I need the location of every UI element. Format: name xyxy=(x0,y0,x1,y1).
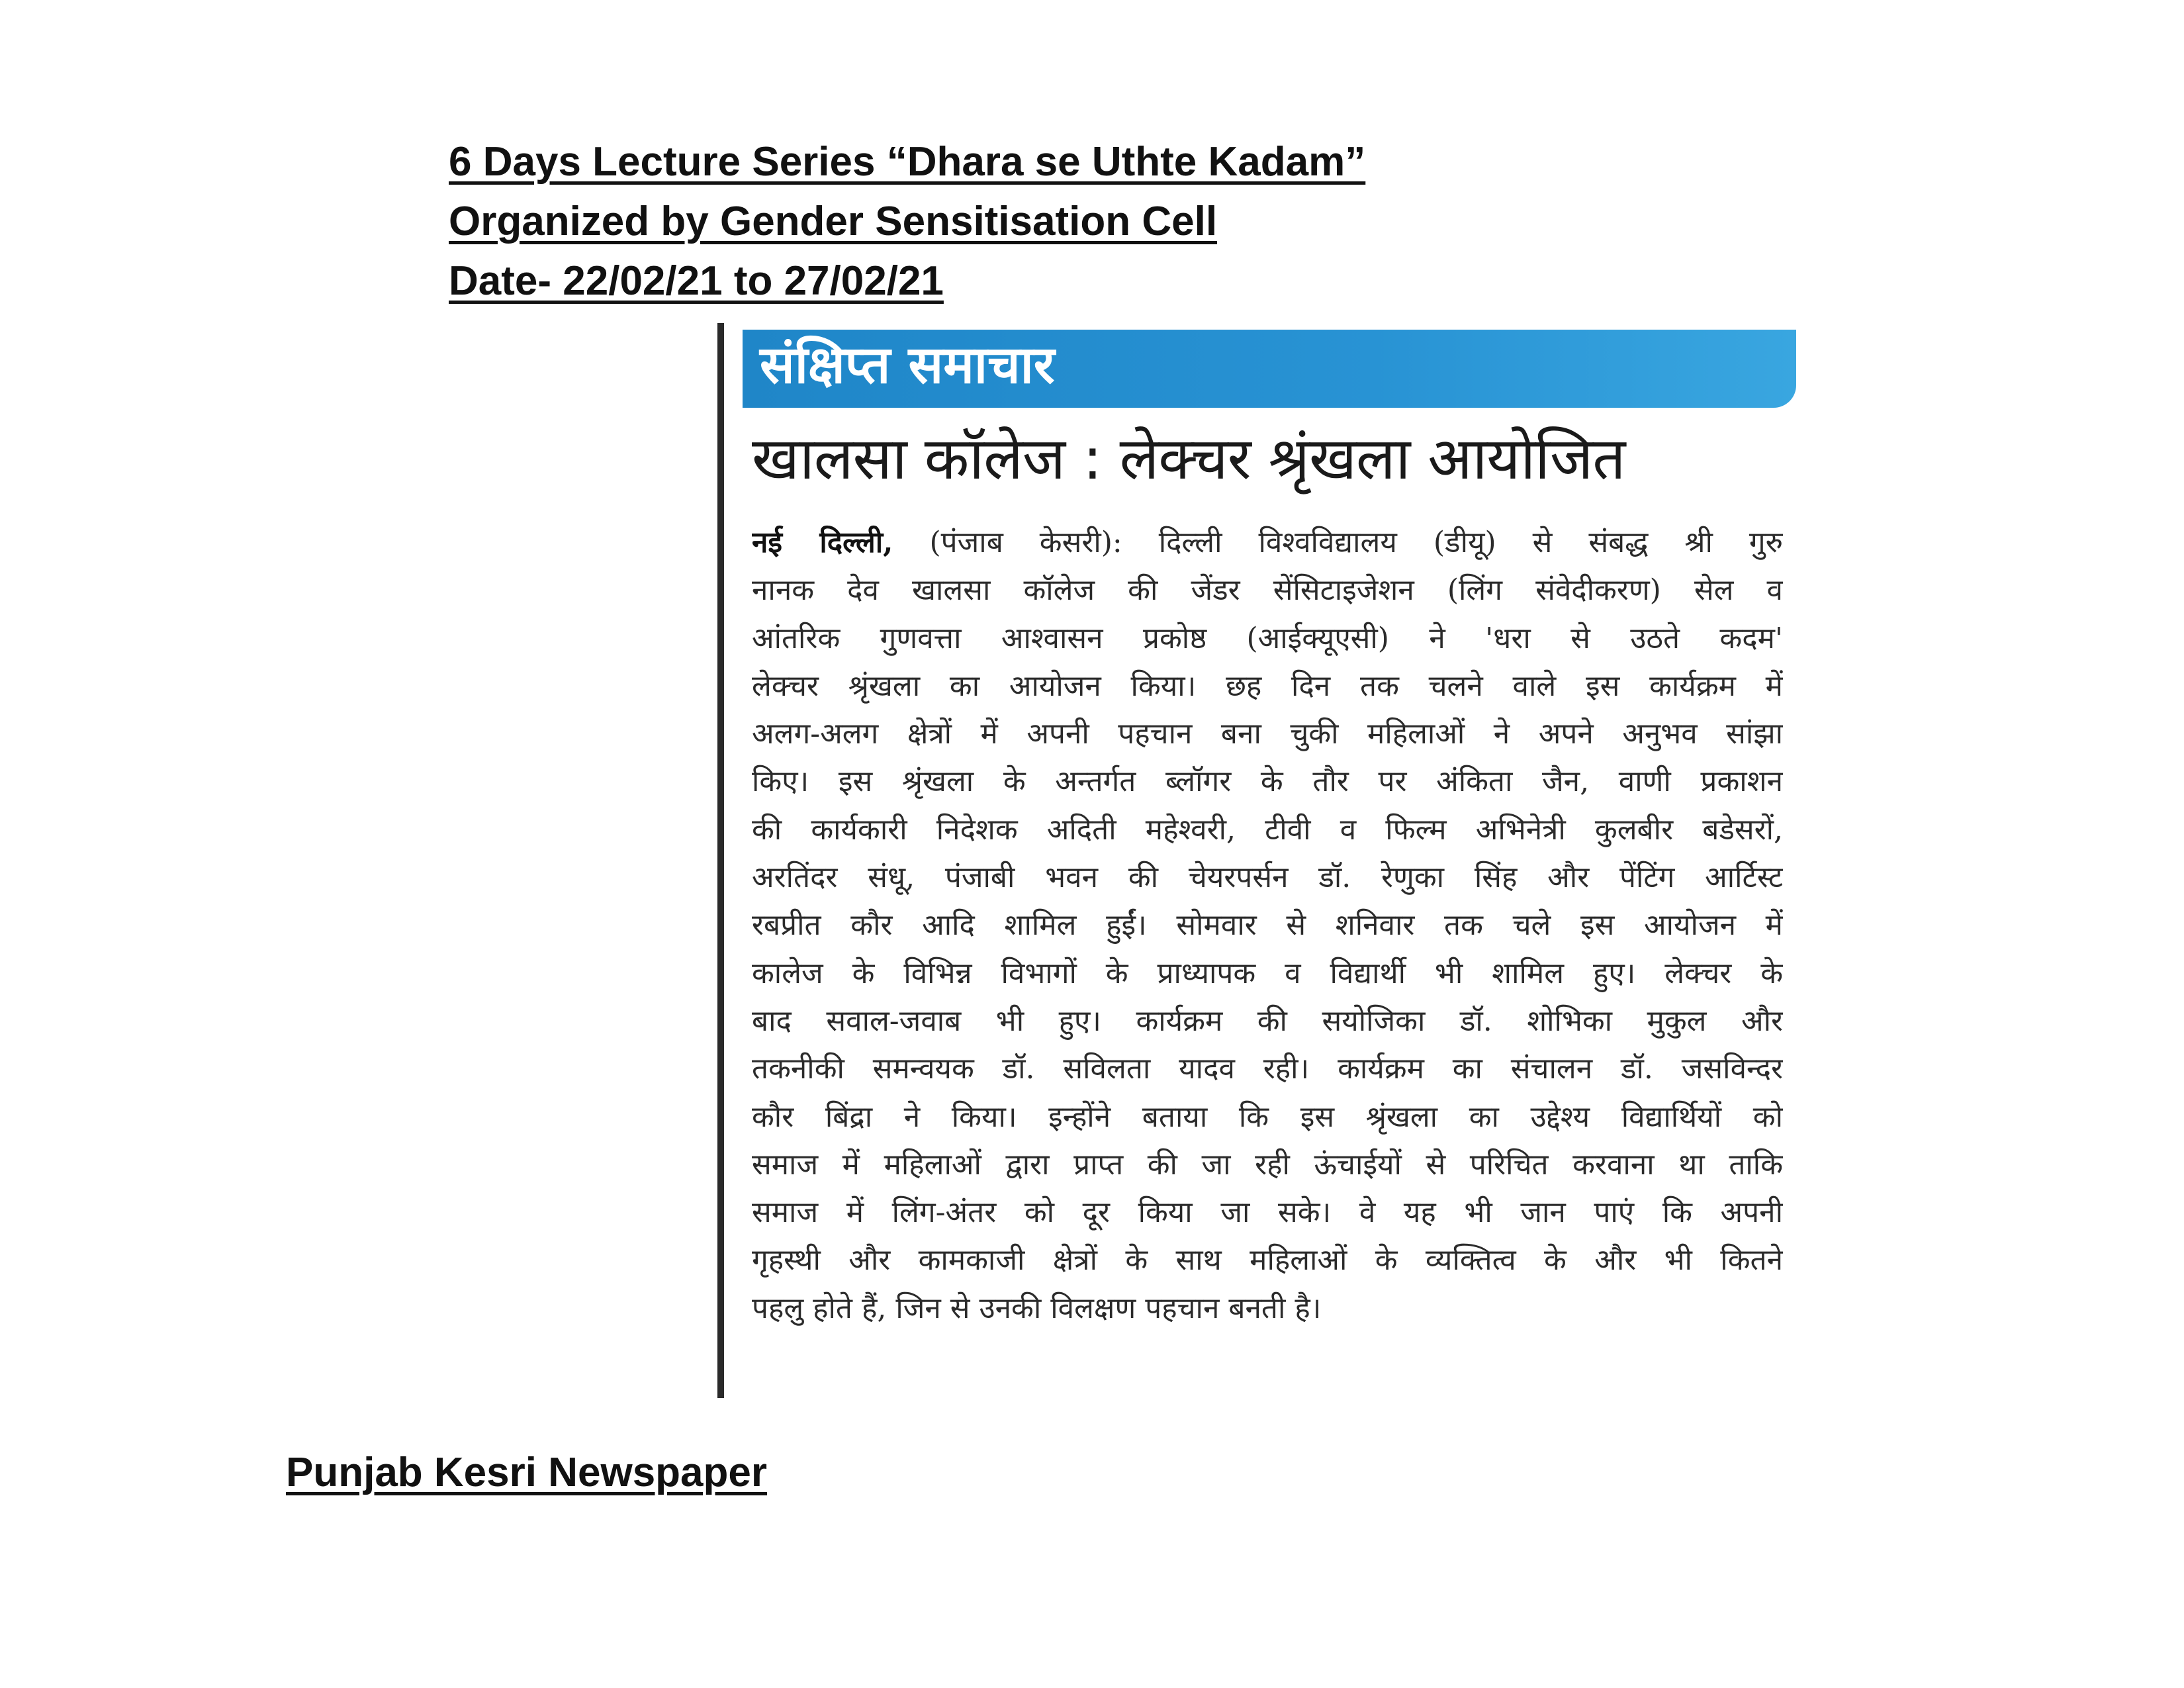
news-body-line: नई दिल्ली, (पंजाब केसरी): दिल्ली विश्वविद्यालय (डीयू) से संबद्ध श्री गुरु xyxy=(752,526,1783,559)
newspaper-clipping xyxy=(717,323,1803,1398)
news-dateline: नई दिल्ली, xyxy=(752,526,893,559)
news-body-line: समाज में महिलाओं द्वारा प्राप्त की जा रही ऊंचाईयों से परिचित करवाना था ताकि xyxy=(752,1147,1783,1182)
news-body-line: कालेज के विभिन्न विभागों के प्राध्यापक व विद्यार्थी भी शामिल हुए। लेक्चर के xyxy=(752,956,1783,990)
clipping-column-rule xyxy=(717,323,724,1398)
news-body-line: रबप्रीत कौर आदि शामिल हुईं। सोमवार से शनिवार तक चले इस आयोजन में xyxy=(752,908,1783,943)
document-heading xyxy=(449,132,1441,311)
news-body-line: कौर बिंद्रा ने किया। इन्होंने बताया कि इस श्रृंखला का उद्देश्य विद्यार्थियों को xyxy=(752,1100,1783,1134)
news-body-line: तकनीकी समन्वयक डॉ. सविलता यादव रही। कार्यक्रम का संचालन डॉ. जसविन्दर xyxy=(752,1052,1783,1086)
news-body-line: बाद सवाल-जवाब भी हुए। कार्यक्रम की सयोजिका डॉ. शोभिका मुकुल और xyxy=(752,1004,1783,1038)
news-body-line: किए। इस श्रृंखला के अन्तर्गत ब्लॉगर के तौर पर अंकिता जैन, वाणी प्रकाशन xyxy=(752,765,1783,799)
heading-date-range: Date- 22/02/21 to 27/02/21 xyxy=(449,258,944,304)
news-body-line: गृहस्थी और कामकाजी क्षेत्रों के साथ महिलाओं के व्यक्तित्व के और भी कितने xyxy=(752,1243,1783,1278)
news-body-line: लेक्चर श्रृंखला का आयोजन किया। छह दिन तक चलने वाले इस कार्यक्रम में xyxy=(752,669,1783,703)
heading-organizer: Organized by Gender Sensitisation Cell xyxy=(449,199,1218,244)
news-headline: खालसा कॉलेज : लेक्चर श्रृंखला आयोजित xyxy=(752,424,1625,492)
heading-event-title: 6 Days Lecture Series “Dhara se Uthte Kadam” xyxy=(449,139,1366,185)
section-banner-title: संक्षिप्त समाचार xyxy=(760,336,1055,395)
news-body-line: अरतिंदर संधू, पंजाबी भवन की चेयरपर्सन डॉ. रेणुका सिंह और पेंटिंग आर्टिस्ट xyxy=(752,861,1783,895)
news-body xyxy=(752,519,1783,1333)
news-body-line: पहलु होते हैं, जिन से उनकी विलक्षण पहचान बनती है। xyxy=(752,1291,1322,1325)
news-body-line: समाज में लिंग-अंतर को दूर किया जा सके। वे यह भी जान पाएं कि अपनी xyxy=(752,1196,1783,1230)
news-body-line: की कार्यकारी निदेशक अदिती महेश्वरी, टीवी व फिल्म अभिनेत्री कुलबीर बडेसरों, xyxy=(752,812,1783,847)
news-body-line: आंतरिक गुणवत्ता आश्वासन प्रकोष्ठ (आईक्यूएसी) ने 'धरा से उठते कदम' xyxy=(752,621,1783,655)
news-body-line: अलग-अलग क्षेत्रों में अपनी पहचान बना चुकी महिलाओं ने अपने अनुभव सांझा xyxy=(752,717,1783,751)
news-body-line: नानक देव खालसा कॉलेज की जेंडर सेंसिटाइजेशन (लिंग संवेदीकरण) सेल व xyxy=(752,573,1783,608)
source-caption: Punjab Kesri Newspaper xyxy=(286,1450,768,1495)
section-banner xyxy=(743,330,1796,408)
